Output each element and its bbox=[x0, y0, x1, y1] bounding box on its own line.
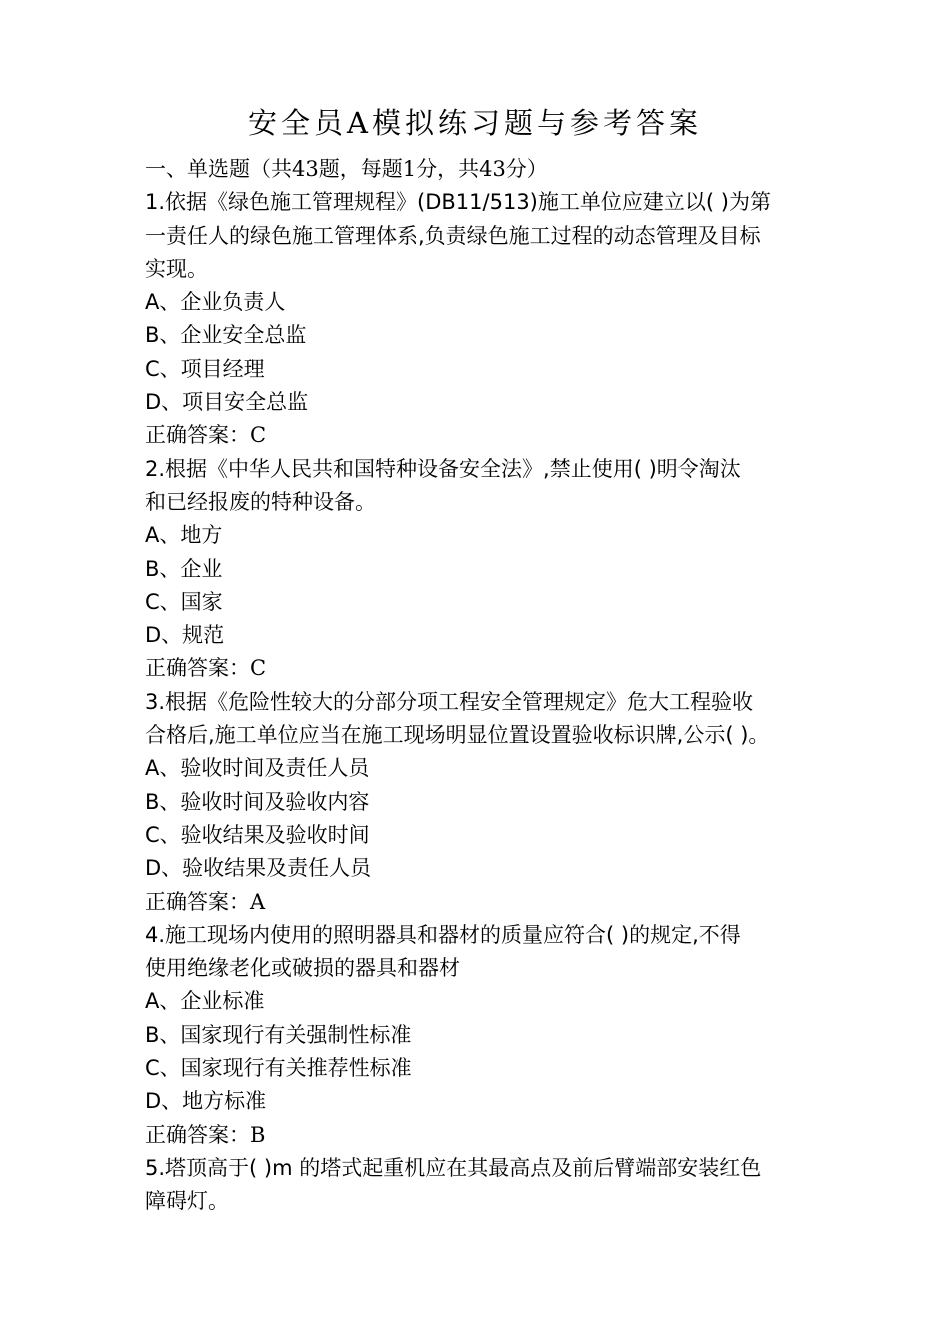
question-block bbox=[145, 686, 825, 919]
question-block bbox=[145, 919, 825, 1152]
question-stem-line: 1.依据《绿色施工管理规程》(DB11/513)施工单位应建立以( )为第 bbox=[145, 190, 771, 215]
answer-line: 正确答案：B bbox=[145, 1122, 266, 1147]
section-heading: 一、单选题（共43题，每题1分，共43分） bbox=[145, 157, 548, 181]
option-b: B、验收时间及验收内容 bbox=[145, 789, 370, 814]
question-block bbox=[145, 453, 825, 686]
question-block bbox=[145, 1152, 825, 1219]
question-stem-line: 5.塔顶高于( )m 的塔式起重机应在其最高点及前后臂端部安装红色 bbox=[145, 1155, 762, 1180]
option-a: A、验收时间及责任人员 bbox=[145, 756, 370, 781]
question-stem-line: 4.施工现场内使用的照明器具和器材的质量应符合( )的规定,不得 bbox=[145, 922, 741, 947]
question-stem-line: 合格后,施工单位应当在施工现场明显位置设置验收标识牌,公示( )。 bbox=[145, 723, 770, 748]
option-c: C、验收结果及验收时间 bbox=[145, 822, 370, 847]
question-stem-line: 实现。 bbox=[145, 256, 208, 281]
option-b: B、国家现行有关强制性标准 bbox=[145, 1022, 412, 1047]
question-stem-line: 3.根据《危险性较大的分部分项工程安全管理规定》危大工程验收 bbox=[145, 689, 754, 714]
document-body bbox=[145, 153, 825, 1219]
option-d: D、项目安全总监 bbox=[145, 390, 309, 415]
question-block bbox=[145, 186, 825, 452]
option-d: D、验收结果及责任人员 bbox=[145, 856, 372, 881]
option-c: C、项目经理 bbox=[145, 356, 265, 381]
question-stem-line: 一责任人的绿色施工管理体系,负责绿色施工过程的动态管理及目标 bbox=[145, 223, 761, 248]
option-d: D、规范 bbox=[145, 623, 225, 648]
question-stem-line: 和已经报废的特种设备。 bbox=[145, 489, 376, 514]
answer-line: 正确答案：C bbox=[145, 656, 267, 681]
option-a: A、企业负责人 bbox=[145, 290, 286, 315]
question-stem-line: 障碍灯。 bbox=[145, 1189, 229, 1214]
answer-line: 正确答案：A bbox=[145, 889, 266, 914]
option-b: B、企业安全总监 bbox=[145, 323, 307, 348]
answer-line: 正确答案：C bbox=[145, 423, 267, 448]
document-title: 安全员A模拟练习题与参考答案 bbox=[248, 106, 702, 140]
question-stem-line: 2.根据《中华人民共和国特种设备安全法》,禁止使用( )明令淘汰 bbox=[145, 456, 741, 481]
option-b: B、企业 bbox=[145, 556, 223, 581]
option-a: A、地方 bbox=[145, 523, 223, 548]
option-c: C、国家现行有关推荐性标准 bbox=[145, 1056, 412, 1081]
option-a: A、企业标准 bbox=[145, 989, 265, 1014]
option-c: C、国家 bbox=[145, 589, 223, 614]
option-d: D、地方标准 bbox=[145, 1089, 267, 1114]
question-stem-line: 使用绝缘老化或破损的器具和器材 bbox=[145, 956, 460, 981]
